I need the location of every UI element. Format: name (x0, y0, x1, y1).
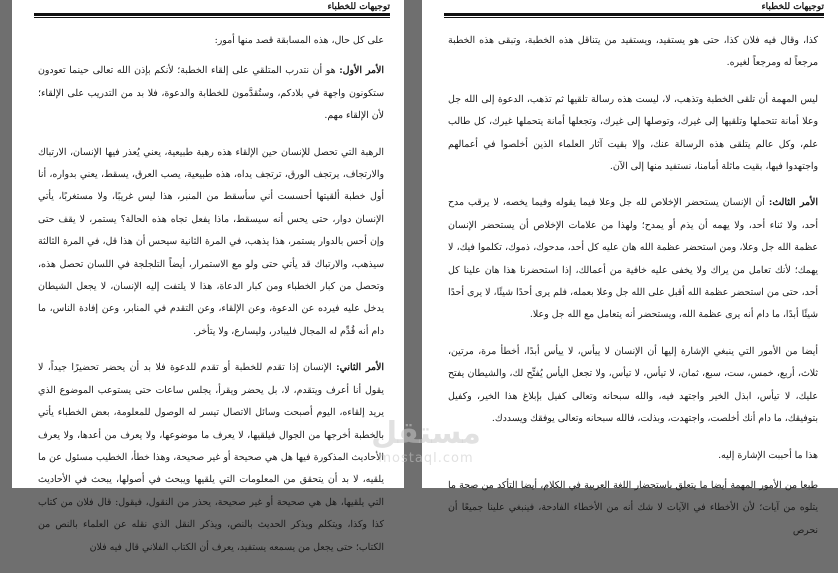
item-first-paragraph (38, 60, 384, 127)
item-second-paragraph (38, 357, 384, 559)
right-page (422, 0, 838, 536)
trust-paragraph: ليس المهمة أن تلقى الخطبة وتذهب، لا، ليست هذه رسالة تلقيها ثم تذهب، الدعوة إلى الله جل وعلا أمانة تتحملها وتلقيها إلى غيرك، وتوصلها إلى غيرك، وتجعلها أمانة يتحملها غيرك، كل طالب علم، وكل عالم يتلقى هذه الرسالة عنك، وإلا بقيت آثار العلماء الذين أخلصوا في أعمالهم واجتهدوا فيها، بقيت ماثلة أمامنا، نستفيد منها إلى الآن. (448, 93, 818, 173)
item-first-text: هو أن نتدرب المتلقي على إلقاء الخطبة؛ لأنكم بإذن الله تعالى حينما تعودون ستكونون واجهة في بلادكم، وستُقدَّمون للخطابة والدعوة، فلا بد من التدريب على الإلقاء؛ لأن الإلقاء مهم. (38, 65, 384, 122)
item-second-text: الإنسان إذا تقدم للخطبة أو تقدم للدعوة فلا بد أن يحضر تحضيرًا جيداً، لا يقول أنا أعرف ويتقدم، لا، بل يحضر ويقرأ، يجلس ساعات حتى يستوعب الموضوع الذي يريد إلقاءه، اليوم أصبحت وسائل الاتصال تيسر له الوصول للمعلومة، بعض الخطباء يأتي بالخطبة أخرجها من الجوال فيلقيها، لا يعرف ما موضوعها، ولا يعرف من أعدها، ولا يعرف الأحاديث المذكورة فيها هل هي صحيحة أو غير صحيحة، وهذا خطأ، الخطيب مسئول عن ما يلقيه، لا بد أن يتحقق من المعلومات التي يلقيها ويبحث في أصولها، يبحث في الأحاديث التي يلقيها، هل هي صحيحة أو غير صحيحة، يحذر من النقول، فيقول: قال فلان من كتاب كذا وكذا، ويتكلم ويذكر الحديث بالنص، ويذكر النقل الذي نقله عن العلماء بالنص من الكتاب؛ حتى يجعل من يسمعه يستفيد، يعرف أن الكتاب الفلاني قال فيه فلان (38, 362, 384, 553)
closing-paragraph: هذا ما أحببت الإشارة إليه. (718, 449, 818, 461)
item-third-paragraph (448, 192, 818, 326)
page-header: توجيهات للخطباء (327, 2, 390, 12)
item-third-text: أن الإنسان يستحضر الإخلاص لله جل وعلا فيما يقوله وفيما يخصه، لا يرقب مدح أحد، ولا ثناء أحد، ولا يهمه أن يذم أو يمدح؛ ولهذا من علامات الإخلاص أن يستحضر الإنسان عظمة الله جل وعلا، ومن استحضر عظمة الله هان عليه كل أحد، مدحوك، ذموك، تكلموا فيك، لا يهمك؛ لأنك تعامل من يراك ولا يخفى عليه خافية من أعمالك، إذا استحضرنا هذا هان علينا كل أحد، حتى من استحضر عظمة الله أقبل على الله جل وعلا بعمله، فلم يرى أحدًا شيئًا، لا يرى أحدًا شيئًا أبدًا، ما دام أنه يرى عظمة الله، ويستحضر أنه يتعامل مع الله جل وعلا. (448, 197, 818, 321)
language-paragraph: طبعا من الأمور المهمة أيضا ما يتعلق باستحضار اللغة العربية في الكلام، أيضا التأكد من صحة ما يتلوه من آيات؛ لأن الأخطاء في الآيات لا شك أنه من الأخطاء الفادحة، فينبغي علينا جميعًا أن نحرص (448, 479, 818, 536)
item-second-label: الأمر الثاني: (336, 362, 384, 374)
watermark-text: مستقل (371, 416, 481, 451)
page-header: توجيهات للخطباء (761, 2, 824, 12)
despair-paragraph: أيضا من الأمور التي ينبغي الإشارة إليها أن الإنسان لا ييأس، لا ييأس أبدًا، أخطأ مرة، مرتين، ثلاث، أربع، خمس، ست، سبع، ثمان، لا تيأس، لا تيأس، ولا تجعل اليأس يُفتِّح لك، والشيطان يفتح عليك، لا تيأس، ابذل الخير واجتهد فيه، والله سبحانه وتعالى كفيل بإبلاغ هذا الخير، وكفيل بتوفيقك، ما دام أنك أخلصت، واجتهدت، وبذلت، فالله سبحانه وتعالى يوفقك ويسددك. (448, 345, 818, 425)
header-rule (34, 13, 390, 18)
left-page (12, 0, 404, 553)
item-third-label: الأمر الثالث: (768, 197, 818, 209)
header-rule (444, 13, 824, 18)
item-first-label: الأمر الأول: (339, 65, 385, 77)
rahba-paragraph: الرهبة التي تحصل للإنسان حين الإلقاء هذه رهبة طبيعية، يعني يُعذر فيها الإنسان، الارتباك والارتجاف، يرتجف الورق، ترتجف يداه، هذه طبيعية، يصب العرق، يسقط، يعني بدواره، أنا أول خطبة ألقيتها أحسست أني سأسقط من المنبر، هذا ليس غريبًا، ولا مستغربًا، يأتي الإنسان دوار، حتى يحس أنه سيسقط، ماذا يفعل تجاه هذه الحالة؟ يستمر، لا يقف حتى وإن أحس بالدوار يستمر، هذا يذهب، في المرة الثانية سيحس أن هذا قل، في المرة الثالثة سيذهب، والارتباك قد يأتي حتى ولو مع الاستمرار، أيضاً التلجلجة في اللسان تحصل هذه، وتحصل من كبار الخطباء ومن كبار الدعاة، هذا لا يلتفت إليه الإنسان، لا يجعل الشيطان يدخل عليه فيرده عن الدعوة، وعن الإلقاء، وعن التقدم في المنابر، وعن إفادة الناس، ما دام أنه قُدِّم له المجال فليبادر، وليسارع، ولا يتأخر. (38, 146, 384, 337)
watermark-url: mostaql.com (378, 451, 474, 466)
continuation-paragraph: كذا، وقال فيه فلان كذا، حتى هو يستفيد، ويستفيد من يتناقل هذه الخطبة، وتبقى هذه الخطبة مرجعاً له ومرجعاً لغيره. (448, 35, 818, 69)
intro-paragraph: على كل حال، هذه المسابقة قصد منها أمور: (214, 35, 384, 46)
page-body (448, 30, 818, 556)
page-body (38, 30, 384, 573)
